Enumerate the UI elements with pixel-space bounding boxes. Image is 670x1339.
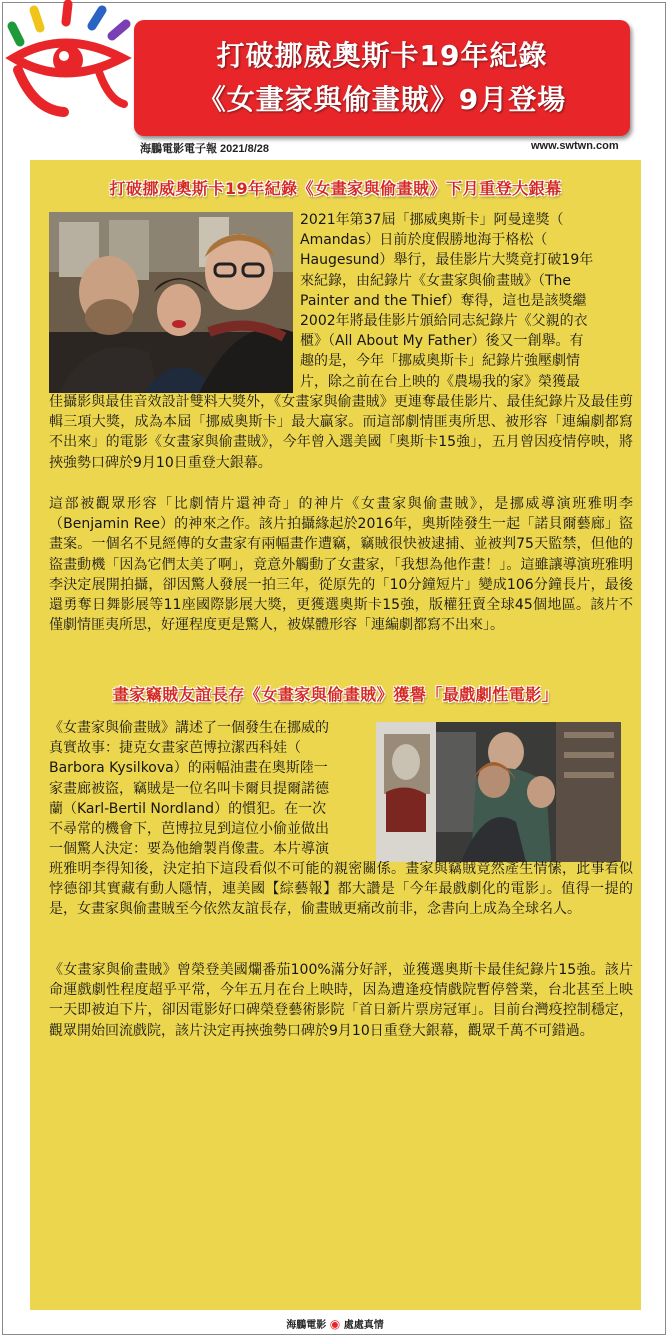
- section1-paragraph1-column: [300, 210, 632, 392]
- banner-title-line1: 打破挪威奧斯卡19年紀錄: [216, 39, 548, 72]
- publication-source: 海鵬電影電子報 2021/8/28: [140, 143, 269, 155]
- text-line: 不尋常的機會下，芭博拉見到這位小偷並做出: [49, 821, 329, 838]
- text-line: 趣的是，今年「挪威奧斯卡」紀錄片強壓劇情: [300, 353, 580, 370]
- section2-heading: 畫家竊賊友誼長存《女畫家與偷畫賊》獲譽「最戲劇性電影」: [112, 685, 559, 704]
- section2-paragraph2: 《女畫家與偷畫賊》曾榮登美國爛番茄100%滿分好評，並獲選奧斯卡最佳紀錄片15強。該片命運戲劇性程度超乎平常，今年五月在台上映時，因為遭逢疫情戲院暫停營業，台北甚至上映一天即被迫下片，卻因電影好口碑榮登藝術影院「首日新片票房冠軍」。目前台灣疫控制穩定，觀眾開始回流戲院，該片決定再挾強勢口碑於9月10日重登大銀幕，觀眾千萬不可錯過。: [49, 962, 633, 1039]
- photo-filmmakers-selfie: [49, 212, 293, 393]
- website-link[interactable]: www.swtwn.com: [531, 140, 619, 152]
- footer-brand: [0, 1316, 670, 1331]
- text-line: 2002年將最佳影片頒給同志紀錄片《父親的衣: [300, 313, 588, 330]
- eye-logo-icon: [4, 0, 134, 125]
- text-line: Amandas）日前於度假勝地海于格松（: [300, 232, 548, 249]
- text-line: 家畫廊被盜，竊賊是一位名叫卡爾貝提爾諾德: [49, 780, 329, 797]
- section1-paragraph2: 這部被觀眾形容「比劇情片還神奇」的神片《女畫家與偷畫賊》，是挪威導演班雅明李（Benjamin Ree）的神來之作。該片拍攝緣起於2016年，奧斯陸發生一起「諾貝爾藝廊」盜畫案。一個名不見經傳的女畫家有兩幅畫作遭竊，竊賊很快被逮捕、並被判75天監禁，但他的盜畫動機「因為它們太美了啊」，竟意外觸動了女畫家，「我想為他作畫！」。這雖讓導演班雅明李決定展開拍攝，卻因驚人發展一拍三年，從原先的「10分鐘短片」變成106分鐘長片，最後還勇奪日舞影展等11座國際影展大獎，更獲選奧斯卡15強，版權狂賣全球45個地區。該片不僅劇情匪夷所思，好運程度更是驚人，被媒體形容「連編劇都寫不出來」。: [49, 496, 633, 634]
- text-line: 真實故事：捷克女畫家芭博拉潔西科娃（: [49, 740, 301, 757]
- text-line: Barbora Kysilkova）的兩幅油畫在奧斯陸一: [49, 760, 328, 777]
- text-line: 櫃》（All About My Father）後又一創舉。有: [300, 333, 584, 350]
- text-line: 一個驚人決定：要為他繪製肖像畫。本片導演: [49, 841, 329, 858]
- text-line: 2021年第37屆「挪威奧斯卡」阿曼達獎（: [300, 212, 564, 228]
- banner-title-line2: 《女畫家與偷畫賊》9月登場: [197, 83, 567, 116]
- text-line: 《女畫家與偷畫賊》講述了一個發生在挪威的: [49, 720, 329, 736]
- footer-left-text: 海鵬電影: [286, 1320, 327, 1331]
- section1-heading: 打破挪威奧斯卡19年紀錄《女畫家與偷畫賊》下月重登大銀幕: [109, 179, 562, 198]
- article-body: [30, 160, 641, 1310]
- footer-eye-icon: ◉: [329, 1317, 341, 1331]
- section2-paragraph1-continued: 班雅明李得知後，決定拍下這段看似不可能的親密關係。畫家與竊賊竟然產生情愫，此事看似悖德卻其實藏有動人隱情，連美國【綜藝報】都大讚是「今年最戲劇化的電影」。值得一提的是，女畫家與偷畫賊至今依然友誼長存，偷畫賊更痛改前非，念書向上成為全球名人。: [49, 861, 633, 918]
- text-line: 片，除之前在台上映的《農場我的家》榮獲最: [300, 373, 580, 390]
- footer-right-text: 處處真情: [343, 1320, 384, 1331]
- text-line: 蘭（Karl-Bertil Nordland）的慣犯。在一次: [49, 800, 327, 817]
- section2-paragraph1-column: [49, 718, 371, 859]
- text-line: 來紀錄，由紀錄片《女畫家與偷畫賊》（The: [300, 272, 572, 289]
- section1-paragraph1-continued: 佳攝影與最佳音效設計雙料大獎外，《女畫家與偷畫賊》更連奪最佳影片、最佳紀錄片及最佳剪輯三項大獎，成為本屆「挪威奧斯卡」最大贏家。而這部劇情匪夷所思、被形容「連編劇都寫不出來」的電影《女畫家與偷畫賊》，今年曾入選美國「奧斯卡15強」，五月曾因疫情停映，將挾強勢口碑於9月10日重登大銀幕。: [49, 394, 633, 471]
- text-line: Painter and the Thief）奪得，這也是該獎繼: [300, 292, 587, 309]
- photo-painter-and-thief-embrace: [376, 722, 621, 862]
- headline-banner: [134, 20, 630, 136]
- text-line: Haugesund）舉行，最佳影片大獎竟打破19年: [300, 252, 594, 269]
